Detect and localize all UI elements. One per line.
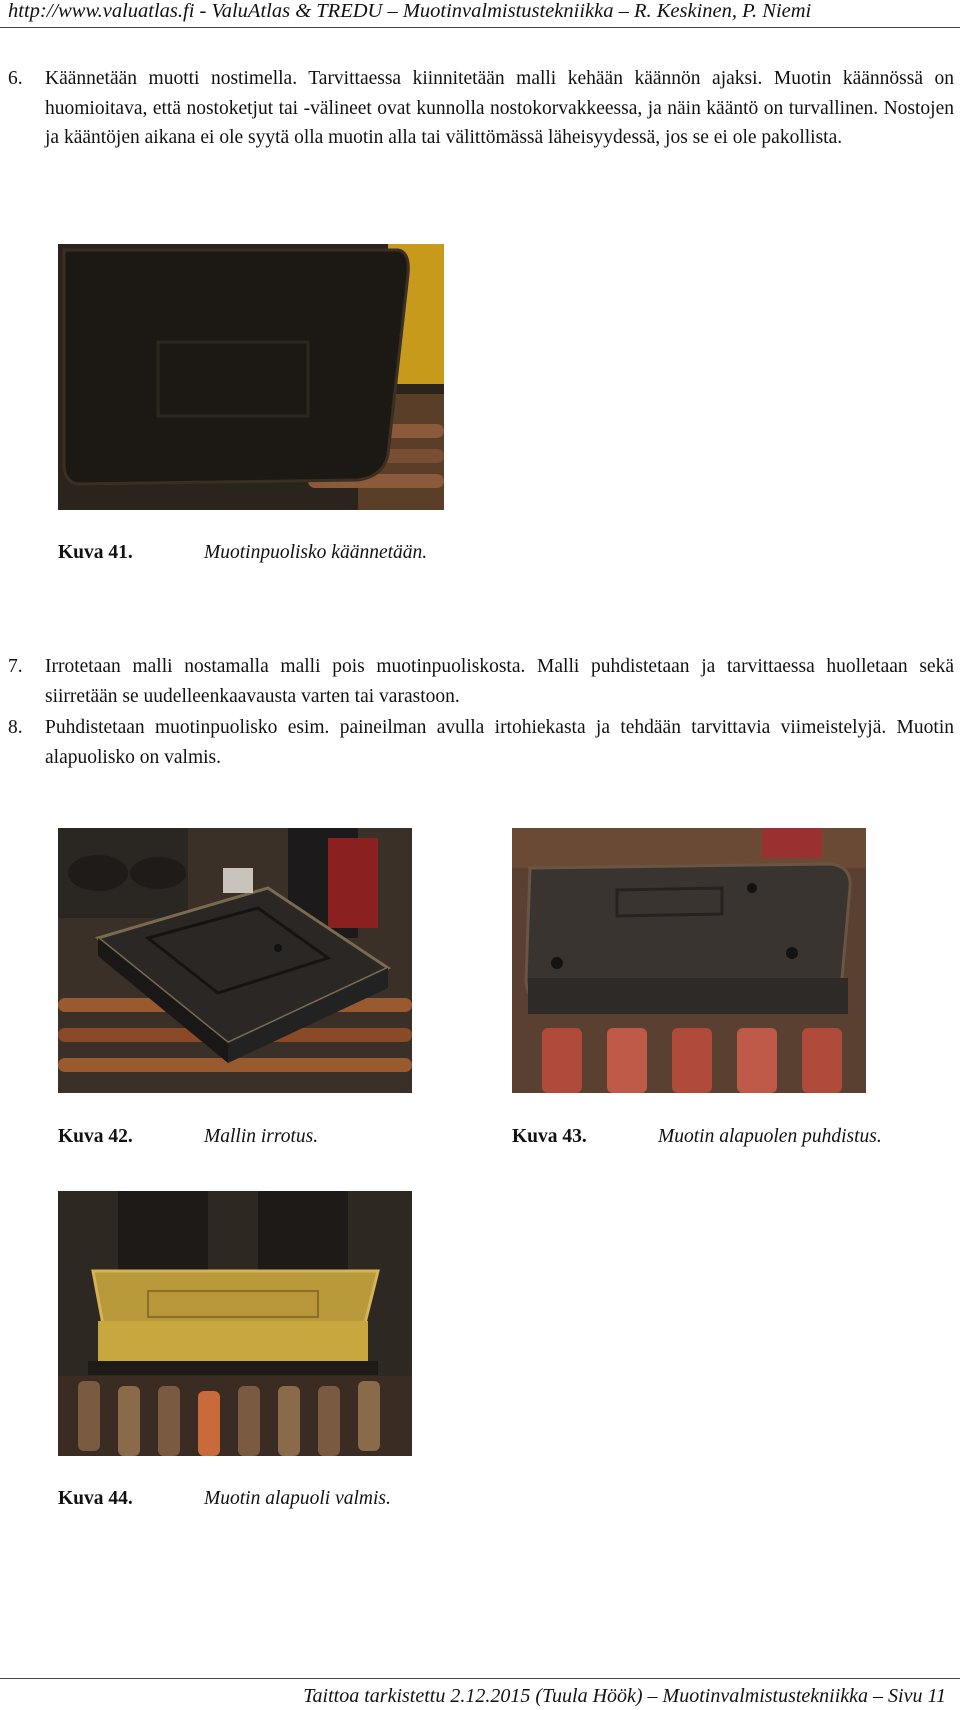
figure-43-caption [512, 1125, 882, 1149]
figure-44-caption [58, 1487, 391, 1511]
footer-divider [0, 1678, 960, 1679]
step-8 [8, 713, 954, 772]
step-6 [8, 64, 954, 153]
step-text: Käännetään muotti nostimella. Tarvittaessa kiinnitetään malli kehään käännön ajaksi. Muotin käännössä on huomioitava, että nostoketjut tai -välineet ovat kunnolla nostokorvakkeessa, ja näin kääntö on turvallinen. Nostojen ja kääntöjen aikana ei ole syytä olla muotin alla tai välittömässä läheisyydessä, jos se ei ole pakollista. [45, 68, 954, 148]
figure-label: Kuva 42. [58, 1126, 133, 1147]
header-divider [0, 27, 960, 28]
figure-label: Kuva 44. [58, 1488, 133, 1509]
figure-42-caption [58, 1125, 319, 1149]
step-number: 6. [8, 68, 23, 89]
step-7 [8, 652, 954, 711]
figure-label: Kuva 41. [58, 542, 133, 563]
page-footer: Taittoa tarkistettu 2.12.2015 (Tuula Höök) – Muotinvalmistustekniikka – Sivu 11 [303, 1685, 946, 1707]
figure-caption-text: Mallin irrotus. [204, 1126, 319, 1147]
figure-caption-text: Muotin alapuoli valmis. [204, 1488, 391, 1509]
step-text: Irrotetaan malli nostamalla malli pois muotinpuoliskosta. Malli puhdistetaan ja tarvittaessa huolletaan sekä siirretään se uudelleenkaavausta varten tai varastoon. [45, 656, 954, 707]
step-number: 8. [8, 717, 23, 738]
step-number: 7. [8, 656, 23, 677]
figure-caption-text: Muotin alapuolen puhdistus. [658, 1126, 882, 1147]
figure-41-caption [58, 541, 428, 565]
figure-41-photo [58, 244, 444, 510]
figure-caption-text: Muotinpuolisko käännetään. [204, 542, 428, 563]
page-header: http://www.valuatlas.fi - ValuAtlas & TREDU – Muotinvalmistustekniikka – R. Keskinen, P. Niemi [8, 0, 812, 22]
figure-44-photo [58, 1191, 412, 1456]
step-text: Puhdistetaan muotinpuolisko esim. paineilman avulla irtohiekasta ja tehdään tarvittavia viimeistelyjä. Muotin alapuolisko on valmis. [45, 717, 954, 768]
figure-42-photo [58, 828, 412, 1093]
figure-43-photo [512, 828, 866, 1093]
figure-label: Kuva 43. [512, 1126, 587, 1147]
